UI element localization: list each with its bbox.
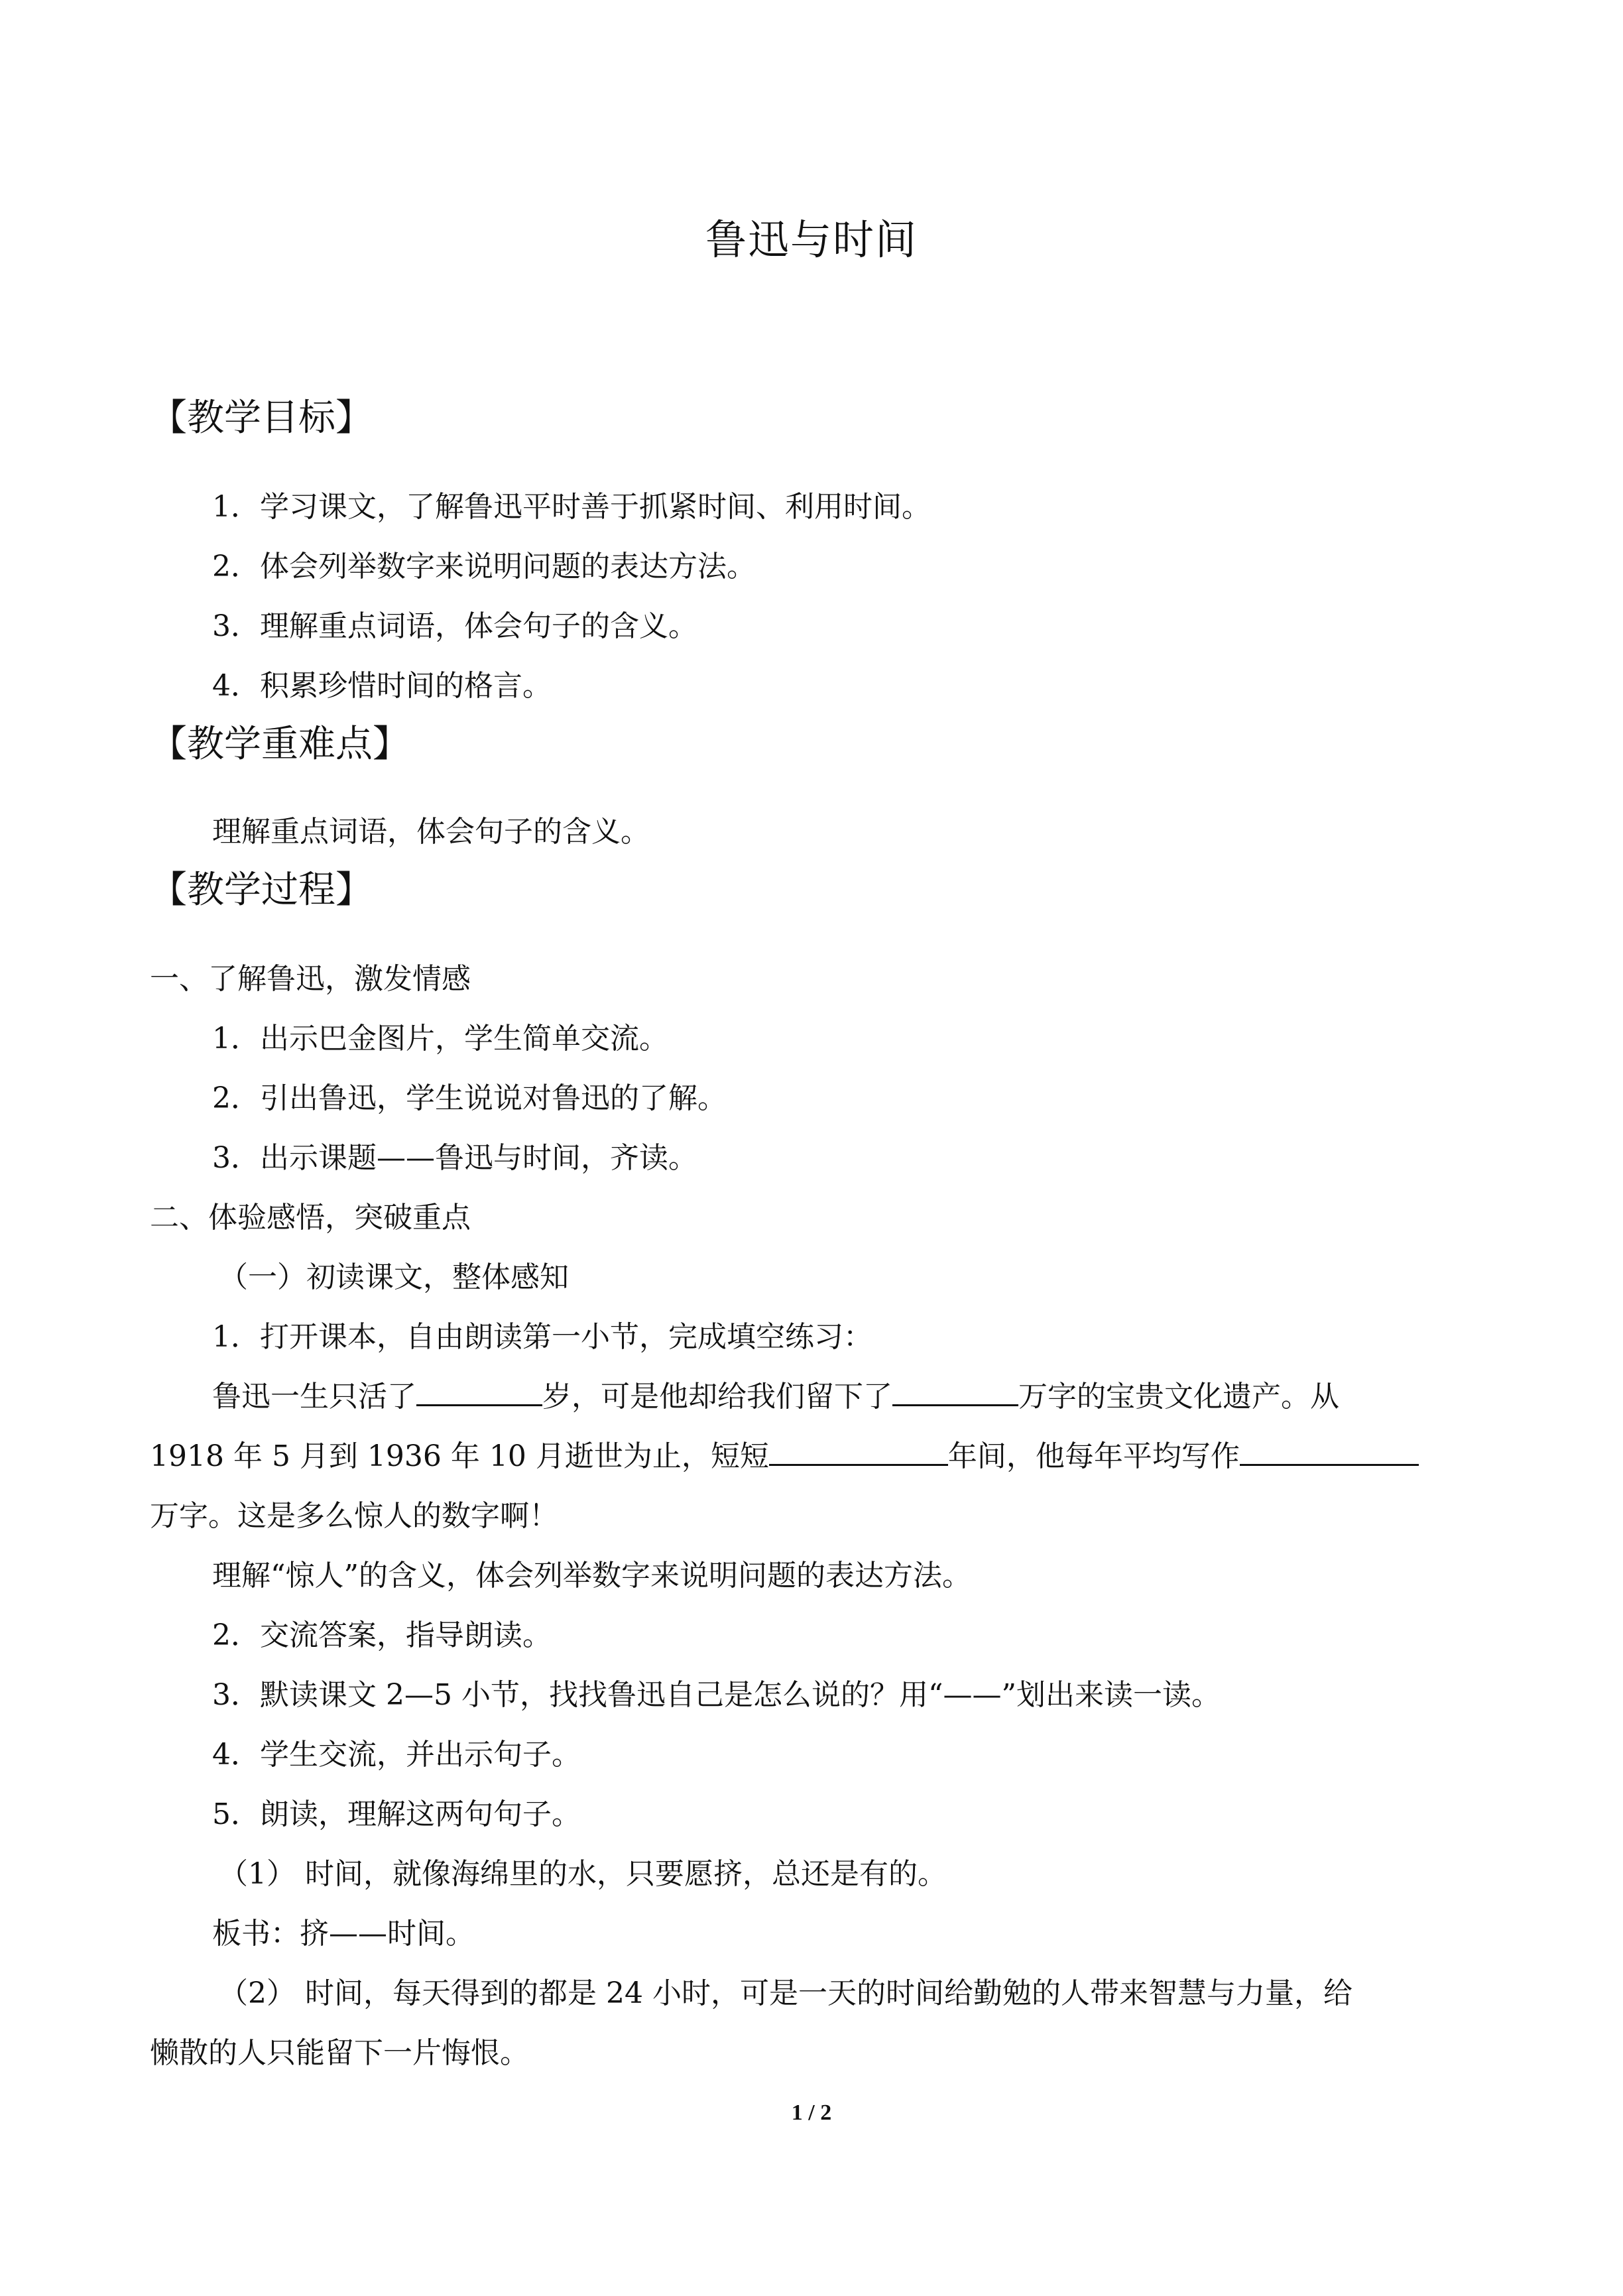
fill-line-2 [150,1432,1419,1475]
board-note: 板书：挤——时间。 [212,1917,475,1951]
step5: 5．朗读，理解这两句句子。 [212,1797,581,1831]
goals-heading: 【教学目标】 [150,396,373,440]
sentence-2-cont: 懒散的人只能留下一片悔恨。 [150,2036,529,2070]
page-number: 1 / 2 [791,2100,832,2125]
page-title: 鲁迅与时间 [705,215,918,264]
goal-item: 3．理解重点词语，体会句子的含义。 [212,609,697,643]
fill-line-3: 万字。这是多么惊人的数字啊！ [150,1499,558,1533]
answer-blank[interactable] [892,1378,1018,1406]
answer-blank[interactable] [769,1437,948,1466]
fill-text: 万字的宝贵文化遗产。从 [1018,1380,1339,1414]
key-heading: 【教学重难点】 [150,723,410,766]
answer-blank[interactable] [1240,1437,1419,1466]
part1-item: 1．出示巴金图片，学生简单交流。 [212,1022,668,1056]
goal-item: 2．体会列举数字来说明问题的表达方法。 [212,550,756,583]
process-heading: 【教学过程】 [150,869,373,912]
fill-text: 年间，他每年平均写作 [947,1439,1240,1473]
fill-line-1 [212,1372,1339,1415]
answer-blank[interactable] [416,1378,542,1406]
understand-text: 理解“惊人”的含义，体会列举数字来说明问题的表达方法。 [212,1559,971,1593]
goal-item: 4．积累珍惜时间的格言。 [212,669,552,703]
sentence-2: （2） 时间，每天得到的都是 24 小时，可是一天的时间给勤勉的人带来智慧与力量，给 [219,1976,1352,2010]
part1-item: 2．引出鲁迅，学生说说对鲁迅的了解。 [212,1081,727,1115]
part1-title: 一、了解鲁迅，激发情感 [150,962,471,996]
sub1-title: （一）初读课文，整体感知 [219,1260,569,1294]
fill-text: 岁，可是他却给我们留下了 [542,1380,892,1414]
step4: 4．学生交流，并出示句子。 [212,1738,581,1772]
step2: 2．交流答案，指导朗读。 [212,1618,552,1652]
step3: 3．默读课文 2—5 小节，找找鲁迅自己是怎么说的？用“——”划出来读一读。 [212,1678,1221,1712]
key-text: 理解重点词语，体会句子的含义。 [212,815,650,849]
part1-item: 3．出示课题——鲁迅与时间，齐读。 [212,1141,697,1175]
sentence-1: （1） 时间，就像海绵里的水，只要愿挤，总还是有的。 [219,1857,947,1891]
goal-item: 1．学习课文，了解鲁迅平时善于抓紧时间、利用时间。 [212,490,931,524]
step1: 1．打开课本，自由朗读第一小节，完成填空练习： [212,1320,872,1354]
part2-title: 二、体验感悟，突破重点 [150,1201,471,1235]
fill-text: 1918 年 5 月到 1936 年 10 月逝世为止，短短 [150,1439,769,1473]
fill-text: 鲁迅一生只活了 [212,1380,416,1414]
